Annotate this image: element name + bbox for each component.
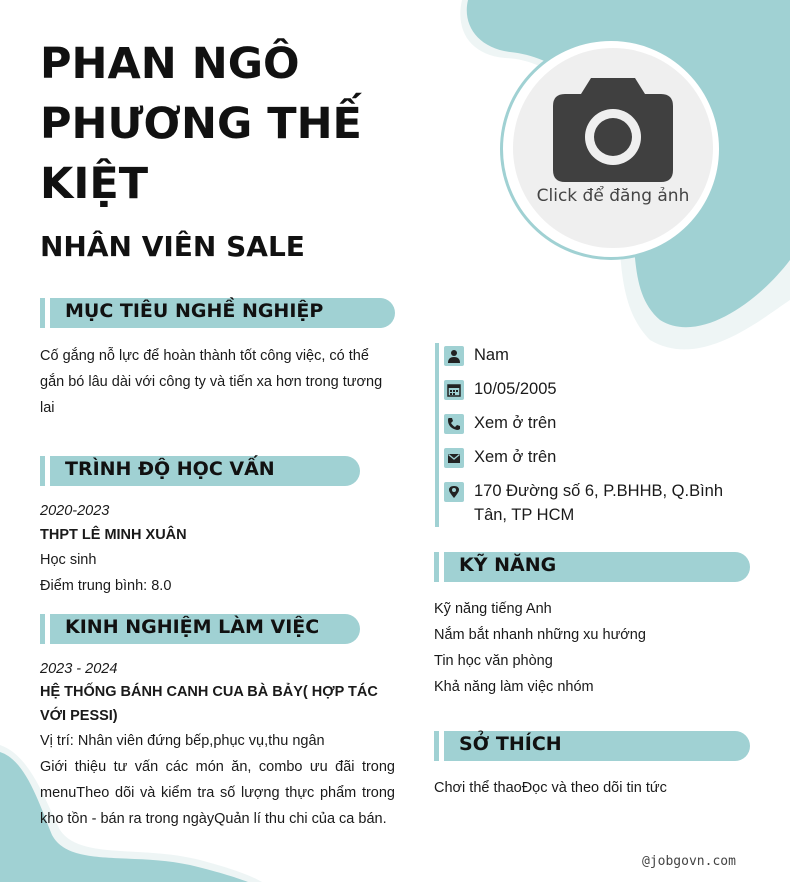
section-header-experience (40, 614, 360, 644)
candidate-name: PHAN NGÔ PHƯƠNG THẾ KIỆT (40, 39, 362, 209)
contact-address: 170 Đường số 6, P.BHHB, Q.Bình Tân, TP HCM (474, 482, 724, 524)
hobbies-text: Chơi thể thaoĐọc và theo dõi tin tức (434, 780, 667, 796)
objective-text: Cố gắng nỗ lực để hoàn thành tốt công việc, có thể gắn bó lâu dài với công ty và tiến xa hơn trong tương lai (40, 348, 383, 416)
skill-item: Kỹ năng tiếng Anh (434, 601, 552, 617)
section-title: KỸ NĂNG (459, 554, 557, 576)
section-title: KINH NGHIỆM LÀM VIỆC (65, 616, 320, 638)
calendar-icon (444, 380, 464, 400)
education-period: 2020-2023 (40, 503, 110, 519)
contact-gender: Nam (474, 346, 509, 364)
section-header-objective (40, 298, 395, 328)
experience-position: Vị trí: Nhân viên đứng bếp,phục vụ,thu ngân (40, 733, 325, 749)
section-title: SỞ THÍCH (459, 733, 562, 755)
camera-icon (553, 78, 673, 182)
contact-email: Xem ở trên (474, 448, 557, 466)
education-position: Học sinh (40, 552, 97, 568)
photo-upload-label[interactable]: Click để đăng ảnh (536, 186, 690, 206)
job-title: NHÂN VIÊN SALE (40, 230, 305, 263)
section-header-skills (434, 552, 750, 582)
contact-birthdate: 10/05/2005 (474, 380, 557, 398)
phone-icon (444, 414, 464, 434)
section-title: MỤC TIÊU NGHỀ NGHIỆP (65, 300, 324, 322)
experience-company: HỆ THỐNG BÁNH CANH CUA BÀ BẢY( HỢP TÁC VỚI PESSI) (40, 684, 378, 724)
skill-item: Khả năng làm việc nhóm (434, 679, 594, 695)
contact-phone: Xem ở trên (474, 414, 557, 432)
section-title: TRÌNH ĐỘ HỌC VẤN (65, 458, 275, 480)
skill-item: Tin học văn phòng (434, 653, 553, 669)
experience-description: Giới thiệu tư vấn các món ăn, combo ưu đãi trong menuTheo dõi và kiểm tra số lượng thực phẩm trong kho tồn - bán ra trong ngàyQuản lí thu chi của ca bán. (40, 759, 395, 827)
contact-divider (435, 343, 439, 527)
experience-period: 2023 - 2024 (40, 661, 118, 677)
education-school: THPT LÊ MINH XUÂN (40, 527, 187, 543)
skill-item: Nắm bắt nhanh những xu hướng (434, 627, 646, 643)
person-icon (444, 346, 464, 366)
education-gpa: Điểm trung bình: 8.0 (40, 578, 172, 594)
watermark: @jobgovn.com (642, 854, 736, 869)
section-header-hobbies (434, 731, 750, 761)
mail-icon (444, 448, 464, 468)
section-header-education (40, 456, 360, 486)
location-icon (444, 482, 464, 502)
